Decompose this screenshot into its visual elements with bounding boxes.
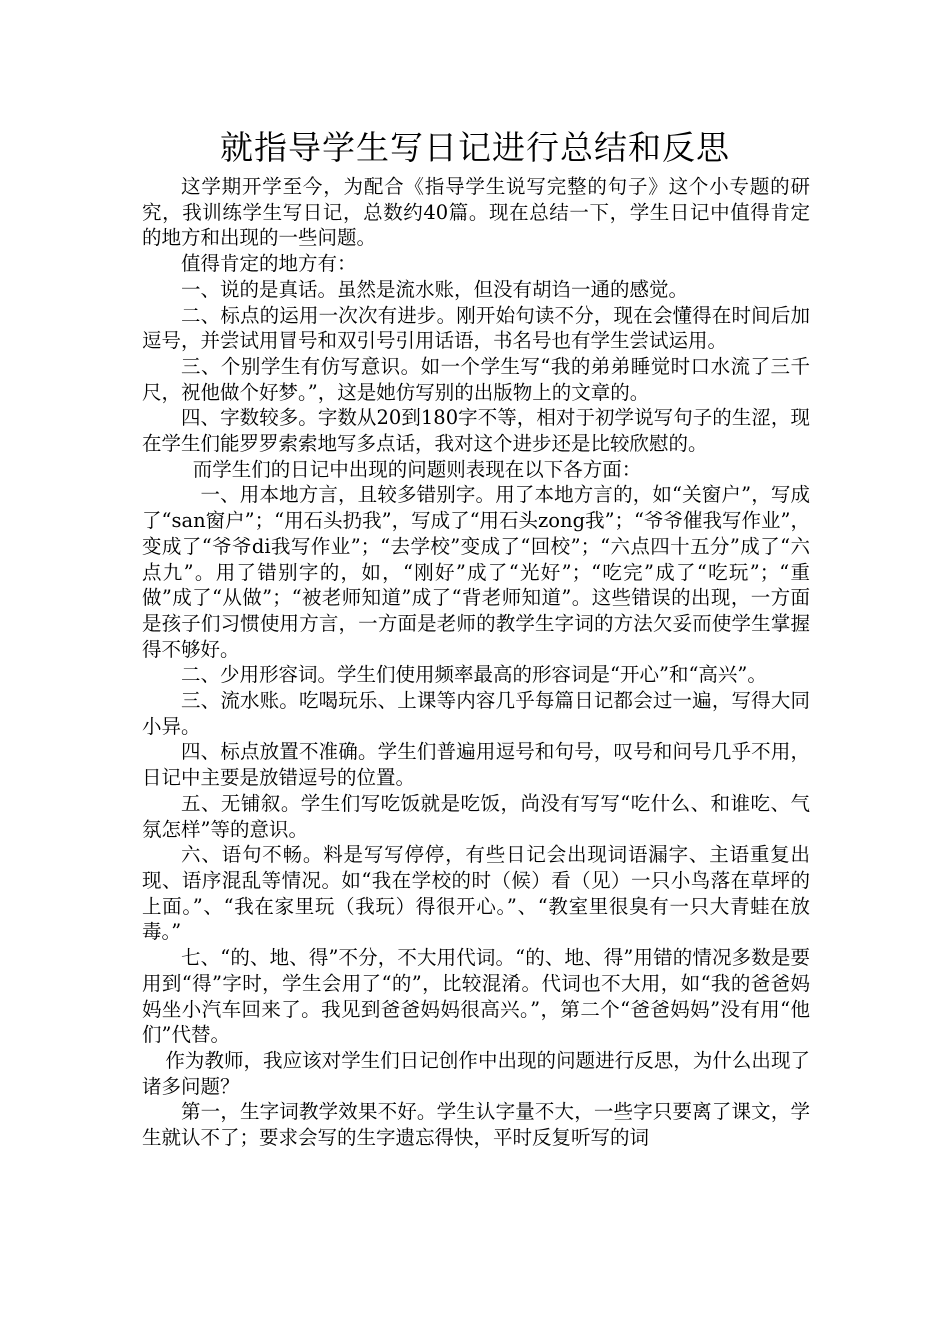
paragraph: 一、说的是真话。虽然是流水账，但没有胡诌一通的感觉。	[181, 277, 689, 301]
paragraph: 第一，生字词教学效果不好。学生认字量不大，一些字只要离了课文，学生就认不了；要求会写的生字遗忘得快，平时反复听写的词	[142, 1100, 810, 1150]
paragraph: 而学生们的日记中出现的问题则表现在以下各方面：	[192, 457, 642, 481]
paragraph: 三、个别学生有仿写意识。如一个学生写“我的弟弟睡觉时口水流了三千尺，祝他做个好梦。”，这是她仿写别的出版物上的文章的。	[142, 354, 810, 404]
paragraph: 四、字数较多。字数从20到180字不等，相对于初学说写句子的生涩，现在学生们能罗罗索索地写多点话，我对这个进步还是比较欣慰的。	[142, 406, 810, 456]
paragraph: 二、标点的运用一次次有进步。刚开始句读不分，现在会懂得在时间后加逗号，并尝试用冒号和双引号引用话语，书名号也有学生尝试运用。	[142, 303, 810, 353]
paragraph: 值得肯定的地方有：	[181, 252, 357, 276]
paragraph: 二、少用形容词。学生们使用频率最高的形容词是“开心”和“高兴”。	[181, 663, 767, 687]
paragraph: 四、标点放置不准确。学生们普遍用逗号和句号，叹号和问号几乎不用，日记中主要是放错逗号的位置。	[142, 740, 810, 790]
document-title: 就指导学生写日记进行总结和反思	[220, 128, 730, 167]
paragraph: 三、流水账。吃喝玩乐、上课等内容几乎每篇日记都会过一遍，写得大同小异。	[142, 689, 810, 738]
paragraph: 一、用本地方言，且较多错别字。用了本地方言的，如“关窗户”，写成了“san窗户”；“用石头扔我”，写成了“用石头zong我”；“爷爷催我写作业”，变成了“爷爷di我写作业”；“去学校”变成了“回校”；“六点四十五分”成了“六点九”。用了错别字的，如，“刚好”成了“光好”；“吃完”成了“吃玩”；“重做”成了“从做”；“被老师知道”成了“背老师知道”。这些错误的出现，一方面是孩子们习惯使用方言，一方面是老师的教学生字词的方法欠妥而使学生掌握得不够好。	[142, 483, 810, 661]
paragraph: 七、“的、地、得”不分，不大用代词。“的、地、得”用错的情况多数是要用到“得”字时，学生会用了“的”，比较混淆。代词也不大用，如“我的爸爸妈妈坐小汽车回来了。我见到爸爸妈妈很高兴。”，第二个“爸爸妈妈”没有用“他们”代替。	[142, 946, 810, 1047]
paragraph: 五、无铺叙。学生们写吃饭就是吃饭，尚没有写写“吃什么、和谁吃、气氛怎样”等的意识。	[142, 791, 810, 841]
paragraph: 六、语句不畅。料是写写停停，有些日记会出现词语漏字、主语重复出现、语序混乱等情况。如“我在学校的时（候）看（见）一只小鸟落在草坪的上面。”、“我在家里玩（我玩）得很开心。”、“教室里很臭有一只大青蛙在放毒。”	[142, 843, 810, 944]
paragraph: 这学期开学至今，为配合《指导学生说写完整的句子》这个小专题的研究，我训练学生写日记，总数约40篇。现在总结一下，学生日记中值得肯定的地方和出现的一些问题。	[142, 175, 810, 250]
document-body	[142, 174, 810, 1151]
paragraph: 作为教师，我应该对学生们日记创作中出现的问题进行反思，为什么出现了诸多问题？	[142, 1048, 810, 1098]
